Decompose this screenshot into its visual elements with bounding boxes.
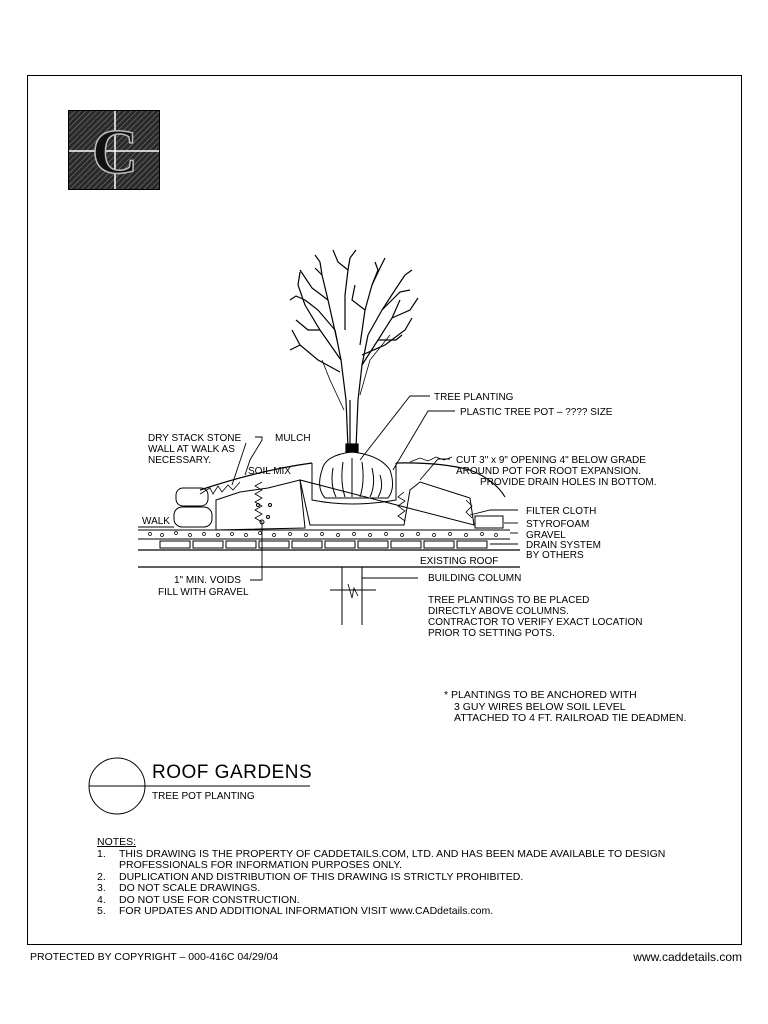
label-column-note-2: DIRECTLY ABOVE COLUMNS.: [428, 606, 569, 617]
anchor-note: [444, 690, 686, 725]
label-cut-opening-3: PROVIDE DRAIN HOLES IN BOTTOM.: [480, 477, 657, 488]
label-plastic-pot: PLASTIC TREE POT – ???? SIZE: [460, 407, 613, 418]
drawing-title: ROOF GARDENS: [152, 762, 313, 783]
label-cut-opening-2: AROUND POT FOR ROOT EXPANSION.: [456, 466, 642, 477]
anchor-note-line3: ATTACHED TO 4 FT. RAILROAD TIE DEADMEN.: [454, 712, 687, 724]
label-soil-mix: SOIL MIX: [248, 466, 291, 477]
note-item: 4. DO NOT USE FOR CONSTRUCTION.: [97, 893, 300, 906]
root-ball: [312, 452, 396, 504]
label-drain-2: BY OTHERS: [526, 550, 584, 561]
website-link[interactable]: www.caddetails.com: [633, 950, 742, 964]
label-column-note-3: CONTRACTOR TO VERIFY EXACT LOCATION: [428, 617, 643, 628]
label-column-note-4: PRIOR TO SETTING POTS.: [428, 628, 555, 639]
notes-block: [97, 837, 665, 918]
label-dry-stack-1: DRY STACK STONE: [148, 433, 242, 444]
note-item: 5. FOR UPDATES AND ADDITIONAL INFORMATION VISIT www.CADdetails.com.: [97, 905, 494, 917]
label-filter-cloth: FILTER CLOTH: [526, 506, 597, 517]
note-item: 2. DUPLICATION AND DISTRIBUTION OF THIS DRAWING IS STRICTLY PROHIBITED.: [97, 870, 524, 883]
label-existing-roof: EXISTING ROOF: [420, 556, 499, 567]
label-cut-opening-1: CUT 3" x 9" OPENING 4" BELOW GRADE: [456, 455, 646, 466]
label-dry-stack-3: NECESSARY.: [148, 455, 211, 466]
label-mulch: MULCH: [275, 433, 311, 444]
leader-lines: [232, 396, 518, 580]
label-drain-1: DRAIN SYSTEM: [526, 540, 602, 551]
label-tree-planting: TREE PLANTING: [434, 392, 514, 403]
anchor-note-line1: * PLANTINGS TO BE ANCHORED WITH: [444, 689, 637, 701]
label-dry-stack-2: WALL AT WALK AS: [148, 444, 235, 455]
anchor-note-line2: 3 GUY WIRES BELOW SOIL LEVEL: [454, 700, 626, 713]
note-item: 1. THIS DRAWING IS THE PROPERTY OF CADDETAILS.COM, LTD. AND HAS BEEN MADE AVAILABLE TO DESIGN: [97, 847, 666, 860]
tree: [290, 250, 418, 452]
notes-heading: NOTES:: [97, 836, 137, 848]
label-styrofoam: STYROFOAM: [526, 519, 590, 530]
svg-text:C: C: [91, 116, 139, 187]
label-building-column: BUILDING COLUMN: [428, 573, 522, 584]
note-item: PROFESSIONALS FOR INFORMATION PURPOSES ONLY.: [119, 859, 402, 871]
drawing-subtitle: TREE POT PLANTING: [152, 791, 255, 802]
label-walk: WALK: [142, 516, 170, 527]
label-column-note-1: TREE PLANTINGS TO BE PLACED: [428, 595, 590, 606]
label-voids-2: FILL WITH GRAVEL: [158, 587, 249, 598]
copyright-notice: PROTECTED BY COPYRIGHT – 000-416C 04/29/04: [30, 951, 279, 963]
note-item: 3. DO NOT SCALE DRAWINGS.: [97, 882, 261, 894]
label-gravel: GRAVEL: [526, 530, 566, 541]
label-voids-1: 1" MIN. VOIDS: [174, 575, 241, 586]
